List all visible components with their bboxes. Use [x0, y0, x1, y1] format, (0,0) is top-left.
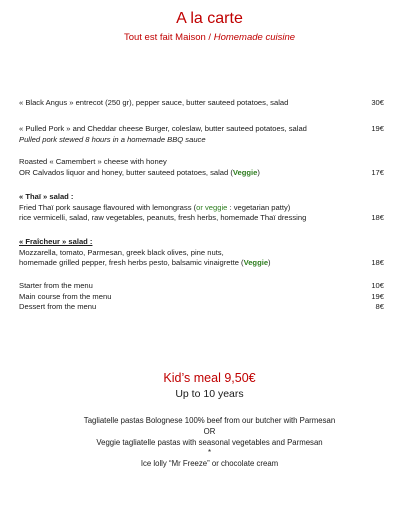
item-description-end: ) — [257, 167, 260, 177]
subtitle-french: Tout est fait Maison / — [123, 32, 214, 43]
menu-item-pulled-pork — [19, 124, 384, 145]
set-menu-label: Main course from the menu — [19, 291, 112, 301]
kids-meal-line: Veggie tagliatelle pastas with seasonal vegetables and Parmesan — [96, 437, 323, 447]
kids-meal-title: Kid’s meal 9,50€ — [163, 371, 256, 385]
item-price: 19€ — [371, 124, 384, 133]
kids-meal-list — [0, 416, 419, 470]
item-description — [19, 203, 384, 214]
menu-item-camembert — [19, 157, 384, 178]
item-description-end: : vegetarian patty) — [227, 202, 291, 212]
set-menu-label: Dessert from the menu — [19, 302, 97, 311]
item-price: 18€ — [371, 213, 384, 222]
menu-item-thai-salad — [19, 192, 384, 224]
item-description-cont: homemade grilled pepper, fresh herbs pesto, balsamic vinaigrette ( — [19, 258, 244, 267]
kids-meal-subtitle: Up to 10 years — [175, 388, 244, 400]
item-description-cont: rice vermicelli, salad, raw vegetables, peanuts, fresh herbs, homemade Thaï dressing — [19, 213, 307, 222]
kids-meal-line: * — [207, 448, 212, 458]
veggie-label: Veggie — [243, 258, 269, 267]
item-description-cont: OR Calvados liquor and honey, butter sauteed potatoes, salad ( — [19, 167, 233, 177]
set-menu-price: 19€ — [371, 291, 384, 301]
item-price: 30€ — [371, 98, 384, 107]
set-menu-row — [19, 281, 384, 292]
set-menu-row — [19, 292, 384, 303]
item-note: Pulled pork stewed 8 hours in a homemade BBQ sauce — [19, 134, 206, 144]
item-description-end: ) — [268, 258, 271, 267]
item-heading: « Fraîcheur » salad : — [19, 237, 93, 246]
set-menu-price: 8€ — [375, 302, 384, 311]
kids-meal-line: OR — [203, 426, 216, 436]
item-description: « Black Angus » entrecot (250 gr), pepper sauce, butter sauteed potatoes, salad — [19, 98, 289, 107]
menu-item-black-angus — [19, 98, 384, 109]
subtitle-english: Homemade cuisine — [213, 32, 296, 43]
set-menu-label: Starter from the menu — [19, 281, 93, 290]
page-subtitle — [0, 32, 419, 43]
menu-item-row — [19, 124, 384, 135]
menu-item-row — [19, 258, 384, 269]
set-menu-price: 10€ — [371, 281, 384, 290]
menu-item-row — [19, 213, 384, 224]
item-description: « Pulled Pork » and Cheddar cheese Burger, coleslaw, butter sauteed potatoes, salad — [19, 124, 307, 133]
item-description-start: Fried Thaï pork sausage flavoured with lemongrass ( — [19, 202, 197, 212]
set-menu-list — [19, 281, 384, 313]
menu-item-fraicheur-salad — [19, 237, 384, 269]
item-price: 17€ — [371, 167, 384, 177]
item-heading: « Thaï » salad : — [19, 192, 74, 201]
menu-item-row — [19, 168, 384, 179]
menu-item-row — [19, 98, 384, 109]
kids-meal-line: Tagliatelle pastas Bolognese 100% beef from our butcher with Parmesan — [83, 416, 336, 425]
veggie-option: or veggie — [196, 202, 228, 212]
item-description: Mozzarella, tomato, Parmesan, greek black olives, pine nuts, — [19, 247, 224, 257]
page-title: A la carte — [176, 10, 243, 27]
item-price: 18€ — [371, 258, 384, 267]
kids-meal-line: Ice lolly “Mr Freeze” or chocolate cream — [140, 459, 279, 469]
item-description: Roasted « Camembert » cheese with honey — [19, 157, 167, 166]
veggie-label: Veggie — [232, 167, 258, 177]
set-menu-row — [19, 302, 384, 313]
